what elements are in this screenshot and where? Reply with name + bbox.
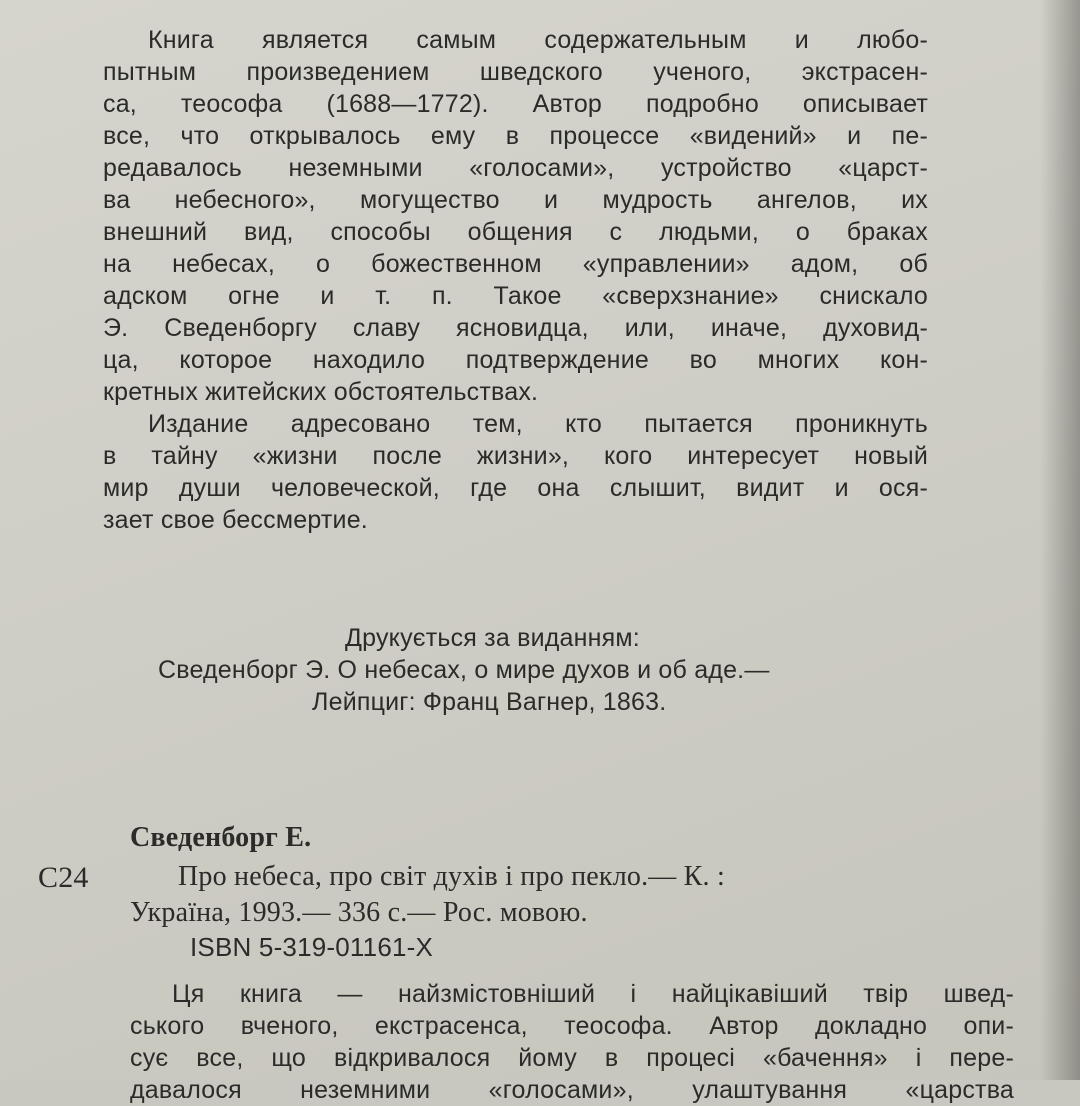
annotation-ru-line-6: ва небесного», могущество и мудрость ангелов, их (103, 186, 928, 214)
annotation-ru-line-10: Э. Сведенборгу славу ясновидца, или, иначе, духовид- (103, 314, 928, 342)
annotation-uk-line-4: давалося неземними «голосами», улаштування «царства (130, 1076, 1014, 1104)
annotation-ru-line-8: на небесах, о божественном «управлении» адом, об (103, 250, 928, 278)
catalog-isbn: ISBN 5-319-01161-X (190, 932, 434, 962)
annotation-ru-line-15: мир души человеческой, где она слышит, видит и ося- (103, 474, 928, 502)
source-note-line-2: Лейпциг: Франц Вагнер, 1863. (312, 688, 667, 716)
annotation-ru-line-12: кретных житейских обстоятельствах. (103, 378, 539, 406)
annotation-ru-line-4: все, что открывалось ему в процессе «видений» и пе- (103, 122, 928, 150)
annotation-ru-line-7: внешний вид, способы общения с людьми, о браках (103, 218, 928, 246)
annotation-ru-line-16: зает свое бессмертие. (103, 506, 368, 534)
annotation-ru-line-14: в тайну «жизни после жизни», кого интересует новый (103, 442, 928, 470)
annotation-ru-line-5: редавалось неземными «голосами», устройство «царст- (103, 154, 928, 182)
source-note-line-1: Сведенборг Э. О небесах, о мире духов и об аде.— (158, 656, 770, 684)
catalog-author: Сведенборг Е. (130, 822, 312, 853)
annotation-uk-line-2: ського вченого, екстрасенса, теософа. Автор докладно опи- (130, 1012, 1014, 1040)
annotation-uk-line-3: сує все, що відкривалося йому в процесі «бачення» і пере- (130, 1044, 1014, 1072)
page-edge-shadow (1040, 0, 1080, 1080)
annotation-ru-line-2: пытным произведением шведского ученого, экстрасен- (103, 58, 928, 86)
catalog-title-line: Про небеса, про світ духів і про пекло.— К. : (178, 861, 725, 892)
annotation-ru-line-3: са, теософа (1688—1772). Автор подробно описывает (103, 90, 928, 118)
source-note-heading: Друкується за виданням: (345, 624, 640, 652)
annotation-uk-line-1: Ця книга — найзмістовніший і найцікавіший твір швед- (172, 980, 1014, 1008)
annotation-ru-line-1: Книга является самым содержательным и любо- (148, 26, 928, 54)
annotation-ru-line-13: Издание адресовано тем, кто пытается проникнуть (148, 410, 928, 438)
annotation-ru-line-9: адском огне и т. п. Такое «сверхзнание» снискало (103, 282, 928, 310)
annotation-ru-line-11: ца, которое находило подтверждение во многих кон- (103, 346, 928, 374)
catalog-code: С24 (38, 861, 89, 894)
catalog-imprint-line: Україна, 1993.— 336 с.— Рос. мовою. (130, 897, 588, 928)
